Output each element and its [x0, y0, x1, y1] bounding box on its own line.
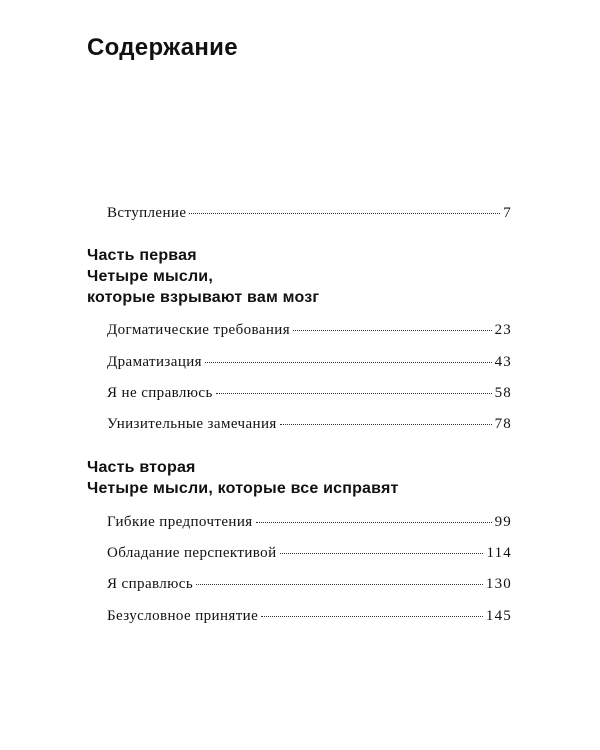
toc-entry-label: Догматические требования — [107, 322, 291, 338]
toc-entry-label: Обладание перспективой — [107, 545, 277, 561]
toc-entry-page: 130 — [485, 576, 512, 592]
toc-entry-label: Драматизация — [107, 354, 202, 370]
toc-entry[interactable] — [107, 575, 512, 593]
toc-entry[interactable] — [107, 544, 512, 562]
dot-leader — [261, 616, 483, 617]
toc-entry[interactable] — [107, 384, 512, 402]
part-two-number: Часть вторая — [87, 459, 196, 476]
dot-leader — [293, 330, 492, 331]
dot-leader — [196, 584, 483, 585]
part-one-number: Часть первая — [87, 247, 197, 264]
page-title: Содержание — [87, 34, 238, 61]
dot-leader — [216, 393, 492, 394]
part-two-title: Четыре мысли, которые все исправят — [87, 480, 399, 497]
toc-entry-page: 7 — [503, 205, 512, 221]
toc-entry[interactable] — [107, 321, 512, 339]
toc-entry-intro[interactable] — [107, 204, 512, 222]
toc-entry-label: Я не справлюсь — [107, 385, 213, 401]
toc-entry[interactable] — [107, 353, 512, 371]
toc-entry-label: Безусловное принятие — [107, 608, 259, 624]
toc-entry[interactable] — [107, 415, 512, 433]
toc-entry-page: 78 — [494, 416, 512, 432]
toc-entry-page: 43 — [494, 354, 512, 370]
part-two-heading — [87, 457, 399, 499]
dot-leader — [280, 424, 492, 425]
toc-entry-page: 23 — [494, 322, 512, 338]
toc-entry-page: 99 — [494, 514, 512, 530]
toc-entry-label: Вступление — [107, 205, 187, 221]
part-one-title-line-1: Четыре мысли, — [87, 268, 213, 285]
dot-leader — [256, 522, 492, 523]
part-one-heading — [87, 245, 319, 308]
toc-entry-page: 58 — [494, 385, 512, 401]
dot-leader — [205, 362, 492, 363]
toc-entry[interactable] — [107, 607, 512, 625]
part-one-title-line-2: которые взрывают вам мозг — [87, 289, 320, 306]
toc-entry-label: Я справлюсь — [107, 576, 194, 592]
dot-leader — [280, 553, 484, 554]
toc-entry-label: Унизительные замечания — [107, 416, 277, 432]
toc-entry-label: Гибкие предпочтения — [107, 514, 253, 530]
toc-entry-page: 114 — [486, 545, 512, 561]
toc-entry-page: 145 — [485, 608, 512, 624]
toc-entry[interactable] — [107, 513, 512, 531]
dot-leader — [189, 213, 500, 214]
